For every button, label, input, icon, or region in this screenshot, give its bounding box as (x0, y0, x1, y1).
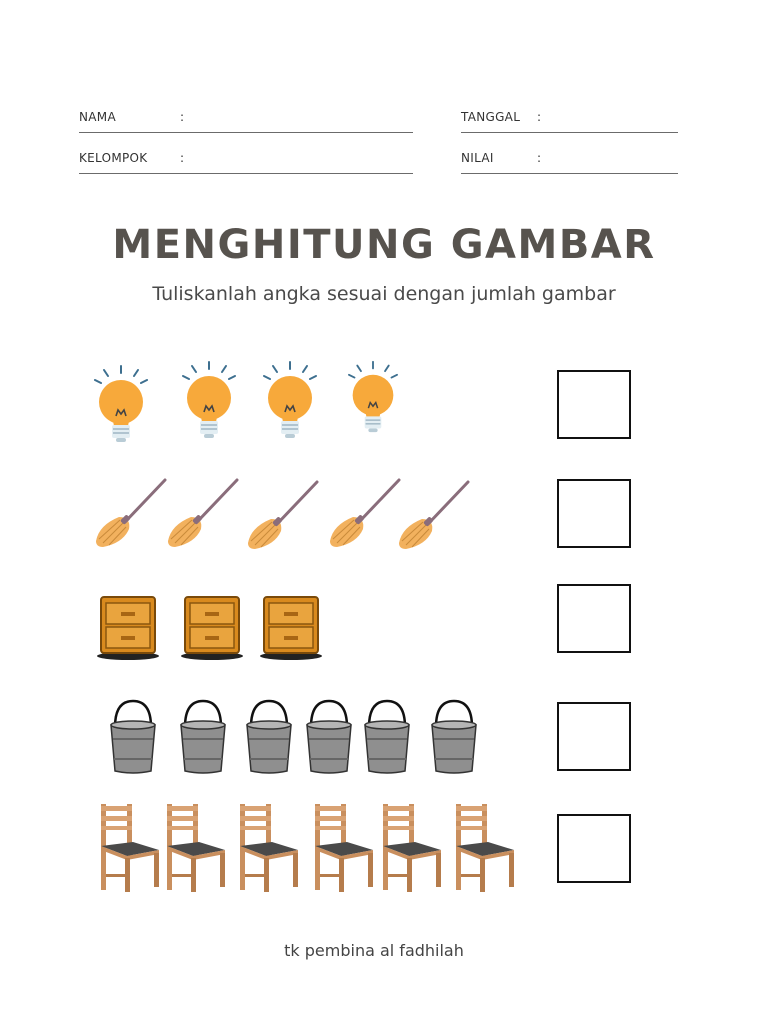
bucket-icon (244, 699, 294, 775)
score-colon: : (537, 151, 542, 165)
chair-icon (452, 802, 516, 894)
bucket-icon (304, 699, 354, 775)
bucket-icon (429, 699, 479, 775)
broom-icon (93, 477, 169, 551)
page-title: MENGHITUNG GAMBAR (112, 222, 656, 268)
light-bulb-icon (346, 360, 400, 434)
chair-icon (236, 802, 300, 894)
bucket-icon (178, 699, 228, 775)
date-field[interactable] (461, 110, 678, 134)
group-label: KELOMPOK (79, 151, 148, 165)
instruction-text: Tuliskanlah angka sesuai dengan jumlah gambar (152, 283, 616, 305)
date-colon: : (537, 110, 542, 124)
group-field[interactable] (79, 151, 413, 175)
chair-icon (97, 802, 161, 894)
group-colon: : (180, 151, 185, 165)
light-bulb-icon (92, 364, 150, 444)
chair-icon (379, 802, 443, 894)
date-line (461, 132, 678, 133)
light-bulb-icon (180, 360, 238, 440)
group-line (79, 173, 413, 174)
answer-box-cabinets[interactable] (557, 584, 631, 653)
name-label: NAMA (79, 110, 116, 124)
bucket-icon (362, 699, 412, 775)
bucket-icon (108, 699, 158, 775)
date-label: TANGGAL (461, 110, 521, 124)
answer-box-buckets[interactable] (557, 702, 631, 771)
score-field[interactable] (461, 151, 678, 175)
footer-school-name: tk pembina al fadhilah (284, 941, 464, 960)
drawer-cabinet-icon (96, 594, 160, 660)
answer-box-chairs[interactable] (557, 814, 631, 883)
drawer-cabinet-icon (259, 594, 323, 660)
name-colon: : (180, 110, 185, 124)
answer-box-brooms[interactable] (557, 479, 631, 548)
chair-icon (163, 802, 227, 894)
chair-icon (311, 802, 375, 894)
name-line (79, 132, 413, 133)
score-label: NILAI (461, 151, 494, 165)
answer-box-bulbs[interactable] (557, 370, 631, 439)
name-field[interactable] (79, 110, 413, 134)
broom-icon (327, 477, 403, 551)
light-bulb-icon (261, 360, 319, 440)
score-line (461, 173, 678, 174)
drawer-cabinet-icon (180, 594, 244, 660)
broom-icon (165, 477, 241, 551)
broom-icon (396, 479, 472, 553)
broom-icon (245, 479, 321, 553)
